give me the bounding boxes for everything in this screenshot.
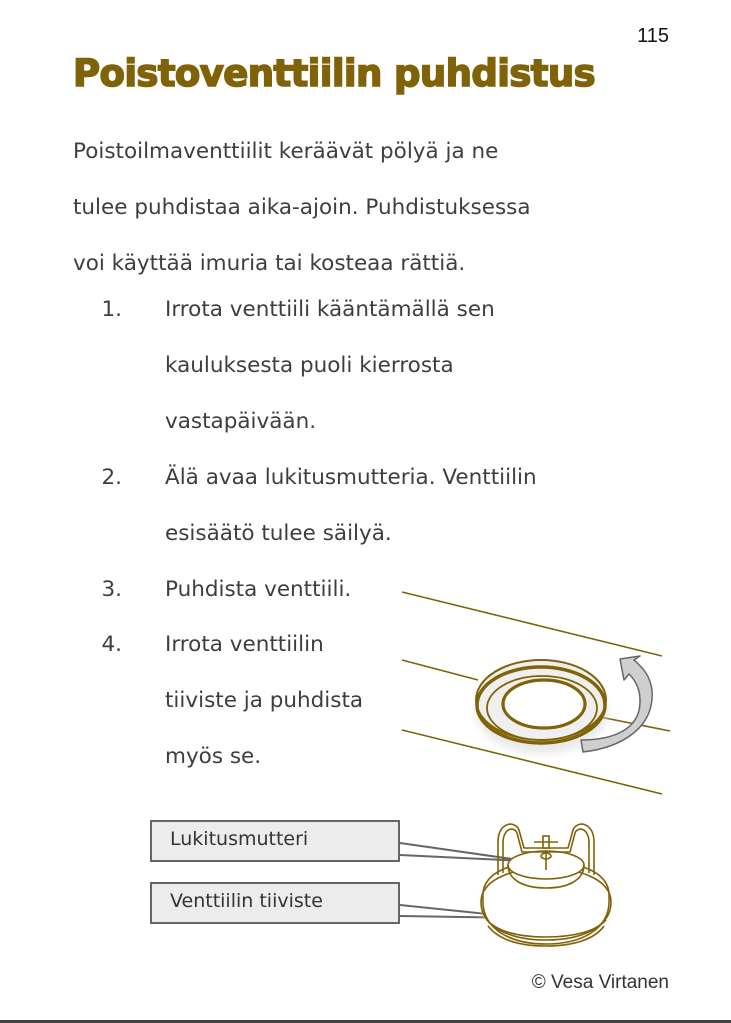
guide-line <box>402 592 662 656</box>
step-line: Älä avaa lukitusmutteria. Venttiilin <box>165 465 537 490</box>
guide-line <box>600 717 670 731</box>
step-number: 2. <box>101 465 122 490</box>
step-line: Puhdista venttiili. <box>165 577 352 602</box>
step-text <box>165 450 537 562</box>
step-line: myös se. <box>165 744 262 769</box>
guide-lines <box>402 592 670 794</box>
step-line: Irrota venttiilin <box>165 632 324 657</box>
step-number: 4. <box>101 632 122 657</box>
seal-ring-icon <box>476 660 608 754</box>
page-title: Poistoventtiilin puhdistus <box>73 52 596 95</box>
step-line: vastapäivään. <box>165 409 317 434</box>
guide-line <box>402 730 662 794</box>
step-text <box>165 617 363 785</box>
step-text <box>165 562 351 618</box>
callout-locking-nut: Lukitusmutteri <box>150 820 400 862</box>
step-line: esisäätö tulee säilyä. <box>165 521 392 546</box>
callout-valve-seal: Venttiilin tiiviste <box>150 882 400 924</box>
intro-line: tulee puhdistaa aika-ajoin. Puhdistuksessa <box>73 195 531 220</box>
valve-icon <box>481 824 611 947</box>
page-number: 115 <box>637 25 669 47</box>
step-number: 1. <box>101 297 122 322</box>
callout-lines <box>400 843 526 918</box>
step-text <box>165 282 495 450</box>
step-line: kauluksesta puoli kierrosta <box>165 353 454 378</box>
step-line: tiiviste ja puhdista <box>165 688 364 713</box>
step-number: 3. <box>101 577 122 602</box>
guide-line <box>402 660 478 680</box>
step-line: Irrota venttiili kääntämällä sen <box>165 297 495 322</box>
intro-line: voi käyttää imuria tai kosteaa rättiä. <box>73 251 466 276</box>
copyright: © Vesa Virtanen <box>531 972 669 993</box>
intro-paragraph <box>73 124 693 292</box>
rotate-arrow-icon <box>581 656 652 752</box>
intro-line: Poistoilmaventtiilit keräävät pölyä ja ne <box>73 139 499 164</box>
